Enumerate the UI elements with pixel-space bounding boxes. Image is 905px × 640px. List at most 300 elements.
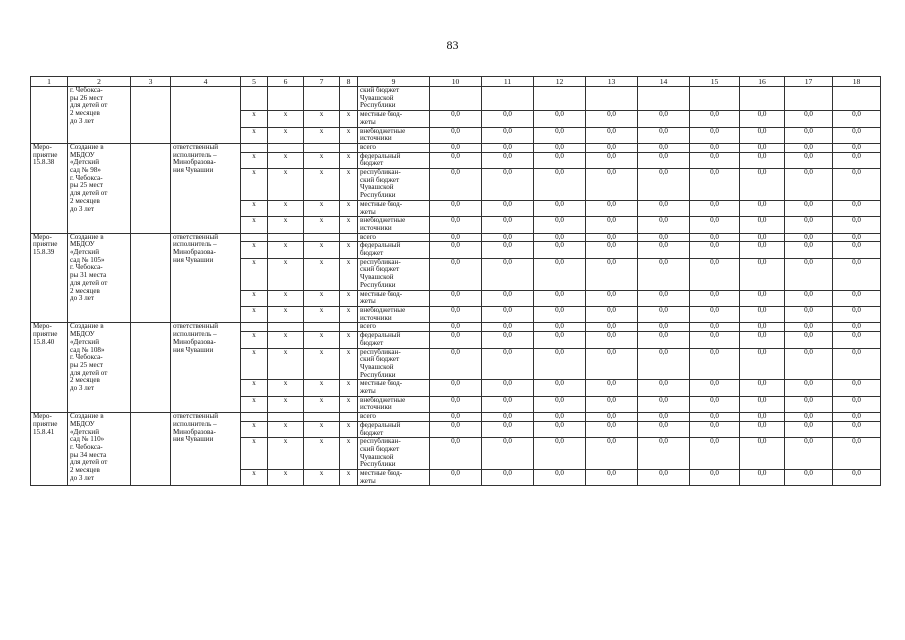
value-cell: 0,0 xyxy=(785,111,833,127)
value-cell: 0,0 xyxy=(833,380,881,396)
cell-line: жеты xyxy=(360,117,376,126)
code-cell: х xyxy=(241,111,268,127)
value-cell: 0,0 xyxy=(534,200,586,216)
cell-line: ры 26 мест xyxy=(70,93,104,102)
value-cell: 0,0 xyxy=(740,242,785,258)
value-cell: 0,0 xyxy=(690,380,740,396)
cell-line: федеральный xyxy=(360,241,401,250)
value-cell: 0,0 xyxy=(690,200,740,216)
value-cell: 0,0 xyxy=(586,306,638,322)
cell-line: до 3 лет xyxy=(70,294,95,303)
value-cell: 0,0 xyxy=(833,348,881,380)
value-cell: 0,0 xyxy=(586,111,638,127)
activity-code xyxy=(31,413,68,486)
code-cell xyxy=(241,233,268,242)
cell-line: «Детский xyxy=(70,427,99,436)
value-cell: 0,0 xyxy=(833,217,881,233)
value-cell: 0,0 xyxy=(785,348,833,380)
funding-source xyxy=(358,438,430,470)
value-cell: 0,0 xyxy=(833,242,881,258)
code-cell: х xyxy=(268,290,304,306)
value-cell: 0,0 xyxy=(482,152,534,168)
cell-line: внебюджетные xyxy=(360,216,406,225)
table-row xyxy=(31,413,881,422)
value-cell: 0,0 xyxy=(740,111,785,127)
code-cell: х xyxy=(304,217,340,233)
cell-line: бюджет xyxy=(360,428,384,437)
value-cell: 0,0 xyxy=(690,470,740,486)
code-cell: х xyxy=(241,470,268,486)
value-cell: 0,0 xyxy=(740,127,785,143)
funding-source xyxy=(358,421,430,437)
code-cell xyxy=(304,143,340,152)
code-cell: х xyxy=(268,200,304,216)
cell-line: внебюджетные xyxy=(360,127,406,135)
cell-line: ский бюджет xyxy=(360,86,400,94)
value-cell: 0,0 xyxy=(586,470,638,486)
cell-line: 2 месяцев xyxy=(70,286,100,295)
code-cell: х xyxy=(268,396,304,412)
cell-line: местные бюд- xyxy=(360,200,403,208)
cell-line: ния Чувашии xyxy=(173,435,214,444)
code-cell: х xyxy=(268,306,304,322)
funding-source xyxy=(358,332,430,348)
cell-line: г. Чебокса- xyxy=(70,263,103,272)
code-cell xyxy=(340,143,358,152)
code-cell: х xyxy=(304,396,340,412)
code-cell: х xyxy=(241,258,268,290)
funding-source xyxy=(358,111,430,127)
value-cell: 0,0 xyxy=(690,143,740,152)
code-cell: х xyxy=(241,290,268,306)
cell-line: исполнитель – xyxy=(173,240,217,249)
value-cell: 0,0 xyxy=(586,438,638,470)
value-cell: 0,0 xyxy=(482,258,534,290)
value-cell xyxy=(430,87,482,111)
value-cell: 0,0 xyxy=(690,306,740,322)
cell-line: для детей от xyxy=(70,101,108,110)
value-cell: 0,0 xyxy=(430,242,482,258)
code-cell xyxy=(340,233,358,242)
header-cell: 9 xyxy=(358,77,430,87)
value-cell: 0,0 xyxy=(534,111,586,127)
value-cell: 0,0 xyxy=(534,396,586,412)
funding-source xyxy=(358,87,430,111)
code-cell: х xyxy=(340,290,358,306)
code-cell: х xyxy=(304,127,340,143)
cell-line: источники xyxy=(360,403,392,412)
code-cell: х xyxy=(340,258,358,290)
code-cell: х xyxy=(340,396,358,412)
value-cell: 0,0 xyxy=(586,332,638,348)
cell-line: местные бюд- xyxy=(360,469,403,478)
page-number: 83 xyxy=(446,38,459,52)
code-cell: х xyxy=(241,217,268,233)
header-row xyxy=(31,77,881,87)
code-cell: х xyxy=(241,438,268,470)
code-cell xyxy=(340,413,358,422)
code-cell: х xyxy=(340,332,358,348)
cell-line: бюджет xyxy=(360,338,384,347)
value-cell: 0,0 xyxy=(482,217,534,233)
header-cell: 11 xyxy=(482,77,534,87)
value-cell: 0,0 xyxy=(534,438,586,470)
funding-source xyxy=(358,380,430,396)
value-cell: 0,0 xyxy=(638,143,690,152)
value-cell: 0,0 xyxy=(534,323,586,332)
value-cell: 0,0 xyxy=(785,127,833,143)
value-cell: 0,0 xyxy=(785,143,833,152)
cell-line: сад № 108» xyxy=(70,345,105,354)
value-cell: 0,0 xyxy=(690,152,740,168)
code-cell xyxy=(304,87,340,111)
code-cell: х xyxy=(241,396,268,412)
value-cell xyxy=(638,87,690,111)
funding-source xyxy=(358,258,430,290)
code-cell: х xyxy=(268,111,304,127)
value-cell: 0,0 xyxy=(482,438,534,470)
value-cell: 0,0 xyxy=(534,348,586,380)
cell-line: ский бюджет xyxy=(360,175,400,184)
cell-line: Создание в xyxy=(70,233,104,241)
value-cell: 0,0 xyxy=(638,332,690,348)
value-cell: 0,0 xyxy=(534,217,586,233)
value-cell: 0,0 xyxy=(586,217,638,233)
value-cell: 0,0 xyxy=(690,413,740,422)
cell-line: ния Чувашии xyxy=(173,255,214,264)
cell-line: Чувашской xyxy=(360,452,394,461)
cell-line: 2 месяцев xyxy=(70,196,100,205)
value-cell: 0,0 xyxy=(785,200,833,216)
cell-line: Минобразова- xyxy=(173,248,216,257)
cell-line: приятие xyxy=(33,240,58,249)
value-cell: 0,0 xyxy=(833,233,881,242)
code-cell: х xyxy=(304,242,340,258)
value-cell: 0,0 xyxy=(785,470,833,486)
code-cell: х xyxy=(268,258,304,290)
cell-line: жеты xyxy=(360,476,376,485)
value-cell: 0,0 xyxy=(833,396,881,412)
value-cell: 0,0 xyxy=(690,258,740,290)
cell-line: сад № 105» xyxy=(70,255,105,264)
value-cell: 0,0 xyxy=(740,323,785,332)
code-cell: х xyxy=(340,242,358,258)
value-cell: 0,0 xyxy=(430,348,482,380)
cell-line: сад № 110» xyxy=(70,435,105,444)
value-cell: 0,0 xyxy=(534,413,586,422)
header-cell: 16 xyxy=(740,77,785,87)
code-cell: х xyxy=(304,111,340,127)
value-cell: 0,0 xyxy=(638,127,690,143)
cell-line: МБДОУ xyxy=(70,240,95,249)
value-cell: 0,0 xyxy=(430,421,482,437)
header-cell: 4 xyxy=(171,77,241,87)
value-cell: 0,0 xyxy=(482,396,534,412)
value-cell: 0,0 xyxy=(833,127,881,143)
code-cell: х xyxy=(241,380,268,396)
value-cell: 0,0 xyxy=(482,306,534,322)
cell-line: Республики xyxy=(360,101,396,110)
value-cell: 0,0 xyxy=(430,111,482,127)
code-cell xyxy=(268,87,304,111)
funding-source xyxy=(358,290,430,306)
value-cell: 0,0 xyxy=(833,169,881,201)
value-cell: 0,0 xyxy=(690,323,740,332)
code-cell: х xyxy=(340,380,358,396)
value-cell: 0,0 xyxy=(482,413,534,422)
value-cell: 0,0 xyxy=(833,470,881,486)
cell-line: для детей от xyxy=(70,458,108,467)
cell-line: республикан- xyxy=(360,168,401,177)
value-cell: 0,0 xyxy=(482,200,534,216)
table-row xyxy=(31,233,881,242)
cell-line: МБДОУ xyxy=(70,150,95,159)
value-cell: 0,0 xyxy=(482,143,534,152)
value-cell: 0,0 xyxy=(586,127,638,143)
cell-line: г. Чебокса- xyxy=(70,442,103,451)
responsible-executor xyxy=(171,323,241,413)
cell-line: всего xyxy=(360,322,376,331)
code-cell: х xyxy=(268,332,304,348)
value-cell: 0,0 xyxy=(833,421,881,437)
cell-line: Меро- xyxy=(33,412,52,421)
value-cell: 0,0 xyxy=(586,290,638,306)
cell-line: всего xyxy=(360,233,376,241)
responsible-executor xyxy=(171,87,241,144)
value-cell: 0,0 xyxy=(534,258,586,290)
code-cell: х xyxy=(268,242,304,258)
budget-table xyxy=(30,76,881,486)
value-cell: 0,0 xyxy=(430,380,482,396)
code-cell: х xyxy=(340,306,358,322)
value-cell: 0,0 xyxy=(785,152,833,168)
value-cell: 0,0 xyxy=(482,323,534,332)
value-cell: 0,0 xyxy=(482,233,534,242)
cell-line: ры 25 мест xyxy=(70,181,104,190)
cell-line: ответственный xyxy=(173,233,219,241)
code-cell: х xyxy=(241,332,268,348)
cell-line: всего xyxy=(360,143,376,151)
cell-line: до 3 лет xyxy=(70,116,95,125)
value-cell: 0,0 xyxy=(638,111,690,127)
value-cell: 0,0 xyxy=(638,323,690,332)
value-cell: 0,0 xyxy=(534,233,586,242)
value-cell: 0,0 xyxy=(430,413,482,422)
code-cell: х xyxy=(340,169,358,201)
code-cell: х xyxy=(340,127,358,143)
cell-line: Создание в xyxy=(70,143,104,151)
funding-source xyxy=(358,217,430,233)
value-cell: 0,0 xyxy=(534,127,586,143)
header-cell: 5 xyxy=(241,77,268,87)
value-cell: 0,0 xyxy=(740,306,785,322)
value-cell: 0,0 xyxy=(690,127,740,143)
code-cell: х xyxy=(241,127,268,143)
value-cell: 0,0 xyxy=(785,258,833,290)
cell-line: ния Чувашии xyxy=(173,166,214,175)
value-cell: 0,0 xyxy=(586,348,638,380)
header-cell: 18 xyxy=(833,77,881,87)
value-cell: 0,0 xyxy=(430,396,482,412)
cell-line: Чувашской xyxy=(360,362,394,371)
value-cell: 0,0 xyxy=(833,152,881,168)
value-cell: 0,0 xyxy=(534,169,586,201)
value-cell: 0,0 xyxy=(785,438,833,470)
value-cell: 0,0 xyxy=(638,348,690,380)
cell-line: Создание в xyxy=(70,412,104,421)
cell-line: внебюджетные xyxy=(360,396,406,404)
value-cell: 0,0 xyxy=(785,242,833,258)
cell-line: ры 25 мест xyxy=(70,360,104,369)
code-cell: х xyxy=(241,200,268,216)
cell-line: Создание в xyxy=(70,322,104,331)
value-cell: 0,0 xyxy=(740,396,785,412)
code-cell: х xyxy=(304,438,340,470)
code-cell: х xyxy=(268,380,304,396)
value-cell: 0,0 xyxy=(833,111,881,127)
value-cell: 0,0 xyxy=(430,233,482,242)
value-cell: 0,0 xyxy=(586,258,638,290)
cell-line: жеты xyxy=(360,207,376,216)
funding-source xyxy=(358,242,430,258)
value-cell: 0,0 xyxy=(690,348,740,380)
cell-line: ский бюджет xyxy=(360,265,400,274)
funding-source xyxy=(358,233,430,242)
cell-line: 15.8.38 xyxy=(33,158,55,167)
value-cell: 0,0 xyxy=(740,290,785,306)
value-cell: 0,0 xyxy=(534,152,586,168)
cell-line: Минобразова- xyxy=(173,427,216,436)
cell-line: Республики xyxy=(360,460,396,469)
funding-source xyxy=(358,470,430,486)
code-cell: х xyxy=(304,348,340,380)
value-cell: 0,0 xyxy=(638,290,690,306)
header-cell: 1 xyxy=(31,77,68,87)
value-cell: 0,0 xyxy=(740,169,785,201)
code-cell xyxy=(241,413,268,422)
value-cell: 0,0 xyxy=(534,306,586,322)
value-cell: 0,0 xyxy=(430,290,482,306)
code-cell: х xyxy=(304,169,340,201)
value-cell: 0,0 xyxy=(740,233,785,242)
code-cell: х xyxy=(241,152,268,168)
code-cell: х xyxy=(268,127,304,143)
header-cell: 12 xyxy=(534,77,586,87)
value-cell: 0,0 xyxy=(586,233,638,242)
value-cell: 0,0 xyxy=(638,438,690,470)
value-cell: 0,0 xyxy=(833,323,881,332)
value-cell: 0,0 xyxy=(785,217,833,233)
code-cell: х xyxy=(340,421,358,437)
cell-line: Чувашской xyxy=(360,183,394,192)
header-cell: 17 xyxy=(785,77,833,87)
value-cell: 0,0 xyxy=(833,200,881,216)
value-cell: 0,0 xyxy=(482,421,534,437)
cell-line: местные бюд- xyxy=(360,290,403,298)
value-cell: 0,0 xyxy=(534,470,586,486)
value-cell: 0,0 xyxy=(740,380,785,396)
value-cell xyxy=(833,87,881,111)
cell-line: для детей от xyxy=(70,278,108,287)
value-cell: 0,0 xyxy=(785,323,833,332)
code-cell: х xyxy=(340,348,358,380)
value-cell: 0,0 xyxy=(534,242,586,258)
code-cell xyxy=(304,413,340,422)
code-cell: х xyxy=(241,421,268,437)
empty-cell xyxy=(131,323,171,413)
value-cell: 0,0 xyxy=(586,413,638,422)
value-cell: 0,0 xyxy=(482,169,534,201)
code-cell: х xyxy=(268,438,304,470)
activity-name xyxy=(68,323,131,413)
header-cell: 6 xyxy=(268,77,304,87)
code-cell: х xyxy=(241,348,268,380)
value-cell: 0,0 xyxy=(740,200,785,216)
funding-source xyxy=(358,169,430,201)
funding-source xyxy=(358,323,430,332)
header-cell: 8 xyxy=(340,77,358,87)
cell-line: Минобразова- xyxy=(173,158,216,167)
value-cell: 0,0 xyxy=(482,127,534,143)
code-cell: х xyxy=(340,217,358,233)
value-cell xyxy=(534,87,586,111)
value-cell: 0,0 xyxy=(482,470,534,486)
value-cell: 0,0 xyxy=(430,152,482,168)
cell-line: республикан- xyxy=(360,437,401,446)
cell-line: 15.8.40 xyxy=(33,337,55,346)
value-cell xyxy=(482,87,534,111)
value-cell: 0,0 xyxy=(785,332,833,348)
value-cell: 0,0 xyxy=(638,152,690,168)
header-cell: 3 xyxy=(131,77,171,87)
code-cell: х xyxy=(340,200,358,216)
cell-line: приятие xyxy=(33,419,58,428)
cell-line: ский бюджет xyxy=(360,444,400,453)
code-cell: х xyxy=(241,242,268,258)
value-cell: 0,0 xyxy=(690,169,740,201)
activity-name xyxy=(68,233,131,323)
cell-line: до 3 лет xyxy=(70,473,95,482)
value-cell: 0,0 xyxy=(740,217,785,233)
value-cell: 0,0 xyxy=(482,111,534,127)
responsible-executor xyxy=(171,413,241,486)
header-cell: 15 xyxy=(690,77,740,87)
value-cell: 0,0 xyxy=(430,258,482,290)
cell-line: источники xyxy=(360,223,392,232)
value-cell: 0,0 xyxy=(638,380,690,396)
header-cell: 2 xyxy=(68,77,131,87)
cell-line: федеральный xyxy=(360,331,401,340)
code-cell xyxy=(268,143,304,152)
code-cell: х xyxy=(340,438,358,470)
value-cell: 0,0 xyxy=(785,413,833,422)
cell-line: бюджет xyxy=(360,159,384,168)
value-cell xyxy=(740,87,785,111)
cell-line: приятие xyxy=(33,150,58,159)
activity-code xyxy=(31,143,68,233)
value-cell: 0,0 xyxy=(430,200,482,216)
cell-line: Чувашской xyxy=(360,93,394,102)
code-cell: х xyxy=(304,470,340,486)
value-cell: 0,0 xyxy=(833,143,881,152)
table-row xyxy=(31,143,881,152)
code-cell: х xyxy=(304,258,340,290)
funding-source xyxy=(358,413,430,422)
value-cell: 0,0 xyxy=(638,169,690,201)
value-cell: 0,0 xyxy=(638,258,690,290)
value-cell: 0,0 xyxy=(690,290,740,306)
value-cell: 0,0 xyxy=(534,380,586,396)
